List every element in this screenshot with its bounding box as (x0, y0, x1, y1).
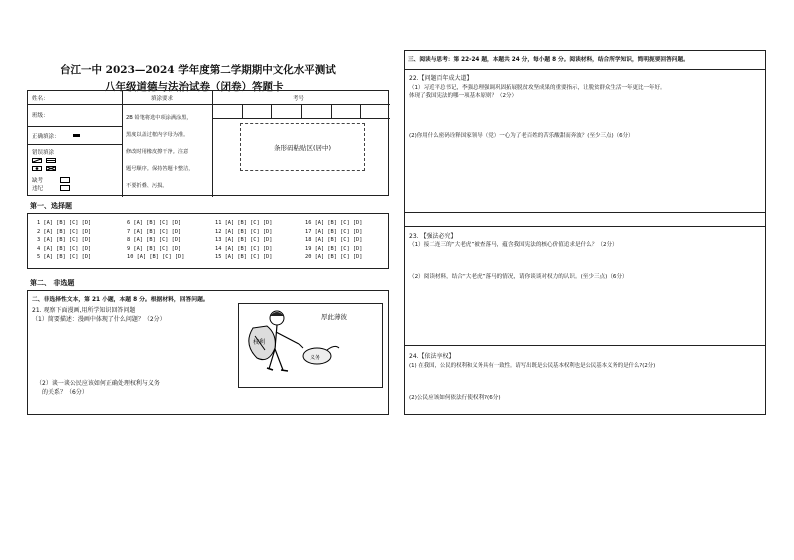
section2-instructions: 二、非选择性文本，第 21 小题，本题 8 分。根据材料，回答问题。 (32, 297, 209, 303)
absent-checkbox[interactable] (60, 177, 70, 183)
section3-instructions: 三、阅读与思考：第 22-24 题，本题共 24 分，每小题 8 分。阅读材料，结合所学知识，简明扼要回答问题。 (408, 57, 689, 63)
barcode-label: 条形码粘贴区(居中) (273, 143, 332, 152)
mc-row[interactable]: 19 [A] [B] [C] [D] (305, 245, 363, 252)
mc-row[interactable]: 14 [A] [B] [C] [D] (215, 245, 273, 252)
q24-part1: (1) 在我国，公民的权利和义务具有一致性。请写出既是公民基本权利也是公民基本义务的是什么?(2分) (409, 363, 656, 369)
mc-row[interactable]: 10 [A] [B] [C] [D] (127, 254, 185, 260)
requirements-cell (123, 105, 213, 197)
multiple-choice-box (27, 213, 389, 269)
cartoon-drawing-icon (239, 304, 382, 387)
mc-row[interactable]: 17 [A] [B] [C] [D] (305, 228, 363, 235)
q24-title: 24.【依法享权】 (409, 353, 455, 360)
mc-row[interactable]: 16 [A] [B] [C] [D] (305, 220, 363, 226)
filled-mark-icon (73, 134, 80, 137)
q21-part2-line1: （2）谈一谈公民应该如何正确处理权利与义务 (36, 380, 160, 387)
mc-row[interactable]: 8 [A] [B] [C] [D] (127, 237, 182, 243)
cartoon-left-word: 权利 (253, 339, 266, 346)
q24-part2: (2)公民应该如何依法行使权利?(6分) (409, 395, 501, 401)
mc-row[interactable]: 18 [A] [B] [C] [D] (305, 237, 363, 243)
correct-fill-cell (28, 127, 123, 145)
requirements-list (126, 110, 193, 195)
mc-row[interactable]: 20 [A] [B] [C] [D] (305, 254, 363, 260)
exam-digit-box[interactable] (332, 105, 362, 118)
q23-part2: （2）阅读材料，结合“大老虎”落马的情况，请你谈谈对权力的认识。(至少三点)（6分） (409, 274, 628, 280)
mc-row[interactable]: 11 [A] [B] [C] [D] (215, 220, 273, 226)
q22-answer-box[interactable] (405, 69, 765, 212)
exam-number-header (213, 91, 390, 105)
violation-checkbox[interactable] (60, 185, 70, 191)
exam-number-boxes[interactable] (213, 105, 390, 119)
wrong-fill-label: 错误填涂 (32, 150, 55, 156)
mc-group (215, 219, 303, 262)
mc-row[interactable]: 5 [A] [B] [C] [D] (37, 254, 92, 260)
mc-row[interactable]: 2 [A] [B] [C] [D] (37, 228, 92, 235)
cartoon-right-word: 义务 (310, 355, 321, 361)
divider (405, 212, 765, 213)
q23-answer-box[interactable] (405, 226, 765, 346)
q21-part1: （1）简要描述：漫画中体现了什么问题？（2分） (32, 316, 166, 323)
mc-row[interactable]: 9 [A] [B] [C] [D] (127, 245, 182, 252)
cartoon-caption: 厚此薄彼 (321, 313, 347, 321)
mc-row[interactable]: 7 [A] [B] [C] [D] (127, 228, 182, 235)
mc-row[interactable]: 15 [A] [B] [C] [D] (215, 254, 273, 260)
absent-label: 缺考 (32, 178, 44, 184)
requirement-line: 不要折叠、污损。 (126, 183, 168, 189)
barcode-area (240, 123, 365, 171)
right-answer-page (404, 50, 766, 415)
mc-group (127, 219, 215, 262)
mc-row[interactable]: 4 [A] [B] [C] [D] (37, 245, 92, 252)
mc-row[interactable]: 13 [A] [B] [C] [D] (215, 237, 273, 243)
answer-sheet-title: 台江一中 2023—2024 学年度第二学期期中文化水平测试 (60, 64, 336, 76)
wrong-fill-examples-icon (32, 158, 72, 172)
exam-digit-box[interactable] (302, 105, 332, 118)
exam-digit-box[interactable] (272, 105, 302, 118)
exam-digit-box[interactable] (361, 105, 390, 118)
q22-material-line1: （1）习近平总书记，李强总理强调巩固拓展脱贫攻坚成果的重要指示，让脱贫群众生活一年更比一年好。 (409, 85, 666, 91)
mc-row[interactable]: 6 [A] [B] [C] [D] (127, 220, 182, 226)
section1-title: 第一、选择题 (30, 202, 72, 210)
q22-material-line2: 体现了我国宪法的哪一项基本原则？（2分） (409, 93, 518, 99)
section2-title: 第二、 非选题 (30, 279, 75, 287)
mc-group (305, 219, 393, 262)
q21-part2-line2: 的关系？（6分） (42, 389, 88, 396)
q22-part2: (2)你用什么密码诠释国家领导（党）一心为了老百姓的苦乐酸甜而奔波？(至少三点)（6分） (409, 133, 634, 139)
q24-answer-box[interactable] (405, 345, 765, 415)
q21-answer-box[interactable] (27, 290, 389, 415)
mc-row[interactable]: 12 [A] [B] [C] [D] (215, 228, 273, 235)
requirement-line: 修改时用橡皮擦干净。注意 (126, 149, 189, 155)
student-info-box (27, 90, 389, 196)
violation-label: 违纪 (32, 186, 44, 192)
mc-row[interactable]: 1 [A] [B] [C] [D] (37, 220, 92, 226)
requirement-line: 黑度以盖过框内字母为准。 (126, 132, 189, 138)
name-cell[interactable] (28, 91, 123, 105)
mc-row[interactable]: 3 [A] [B] [C] [D] (37, 237, 92, 243)
answer-sheet-subtitle: 八年级道德与法治试卷（闭卷）答题卡 (105, 81, 284, 93)
mc-group (37, 219, 125, 262)
requirements-title: 填涂要求 (151, 96, 174, 102)
q23-part1: （1）接二连三的“大老虎”被查落马，蕴含我国宪法的核心价值追求是什么？（2分） (409, 242, 618, 248)
requirement-line: 题号顺序。保持答题卡整洁， (126, 166, 194, 172)
wrong-fill-cell (28, 145, 123, 197)
exam-number-label: 考号 (293, 96, 305, 102)
class-label: 班级： (32, 113, 49, 119)
q22-title: 22.【问题百年成大道】 (409, 75, 473, 82)
requirement-line: 2B 铅笔将选中项涂满涂黑， (126, 115, 192, 121)
correct-fill-label: 正确填涂： (32, 134, 60, 140)
q21-intro: 21. 观察下面漫画,用所学知识回答问题 (32, 307, 136, 314)
requirements-header (123, 91, 213, 105)
name-label: 姓名： (32, 96, 49, 102)
exam-digit-box[interactable] (243, 105, 273, 118)
q23-title: 23. 【强法必究】 (409, 233, 457, 240)
class-cell[interactable] (28, 105, 123, 127)
cartoon-image (238, 303, 383, 388)
exam-digit-box[interactable] (213, 105, 243, 118)
